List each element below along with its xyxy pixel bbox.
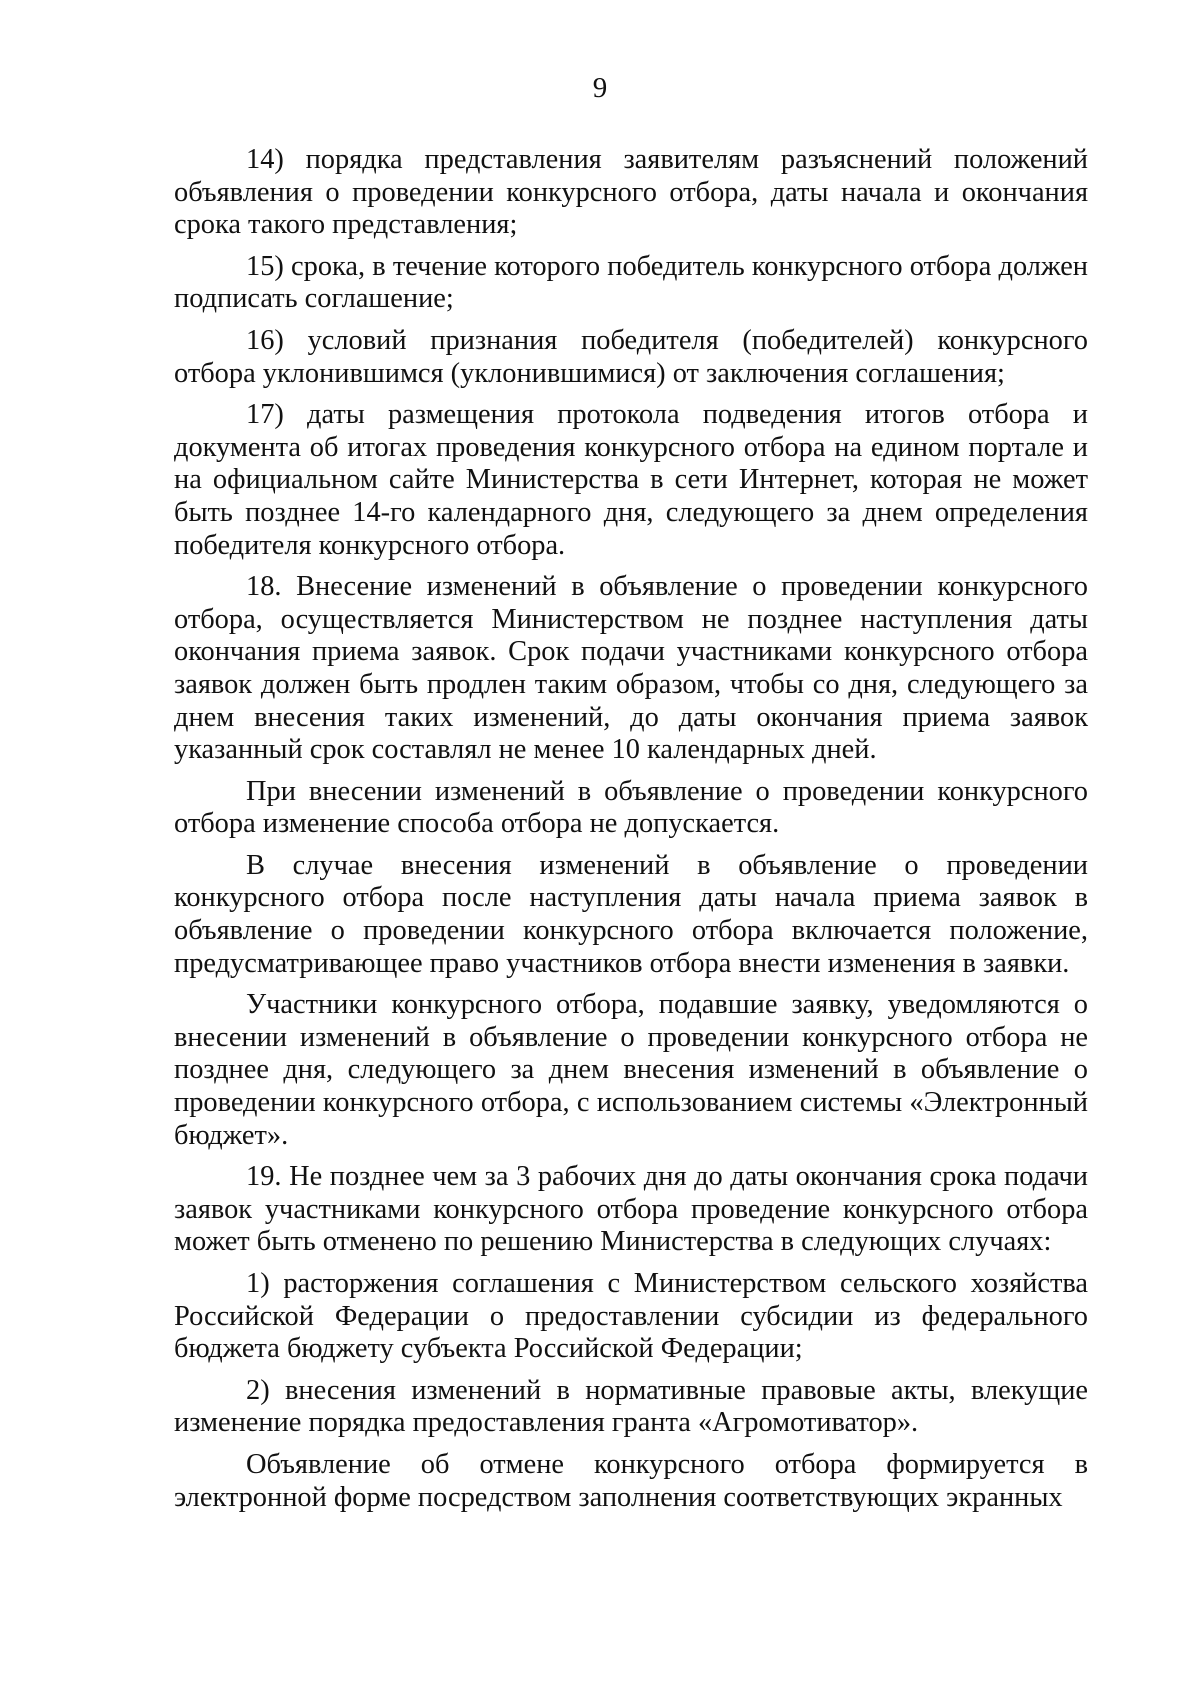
page-number: 9 (592, 72, 608, 104)
paragraph-item-17: 17) даты размещения протокола подведения итогов отбора и документа об итогах проведения конкурсного отбора на едином портале и на официальном сайте Министерства в сети Интернет, которая не может быть позднее 14-го календарного дня, следующего за днем определения победителя конкурсного отбора. (174, 399, 1088, 561)
paragraph-subitem-2: 2) внесения изменений в нормативные правовые акты, влекущие изменение порядка предоставления гранта «Агромотиватор». (174, 1374, 1088, 1439)
paragraph-method-change: При внесении изменений в объявление о проведении конкурсного отбора изменение способа отбора не допускается. (174, 775, 1088, 840)
paragraph-participant-notification: Участники конкурсного отбора, подавшие заявку, уведомляются о внесении изменений в объявление о проведении конкурсного отбора не позднее дня, следующего за днем внесения изменений в объявление о проведении конкурсного отбора, с использованием системы «Электронный бюджет». (174, 989, 1088, 1151)
paragraph-cancellation-notice: Объявление об отмене конкурсного отбора формируется в электронной форме посредством заполнения соответствующих экранных (174, 1448, 1088, 1513)
paragraph-subitem-1: 1) расторжения соглашения с Министерством сельского хозяйства Российской Федерации о предоставлении субсидии из федерального бюджета бюджету субъекта Российской Федерации; (174, 1268, 1088, 1365)
document-body (174, 144, 1088, 1523)
paragraph-clause-18: 18. Внесение изменений в объявление о проведении конкурсного отбора, осуществляется Министерством не позднее наступления даты окончания приема заявок. Срок подачи участниками конкурсного отбора заявок должен быть продлен таким образом, чтобы со дня, следующего за днем внесения таких изменений, до даты окончания приема заявок указанный срок составлял не менее 10 календарных дней. (174, 571, 1088, 766)
paragraph-item-14: 14) порядка представления заявителям разъяснений положений объявления о проведении конкурсного отбора, даты начала и окончания срока такого представления; (174, 144, 1088, 241)
paragraph-item-15: 15) срока, в течение которого победитель конкурсного отбора должен подписать соглашение; (174, 250, 1088, 315)
paragraph-item-16: 16) условий признания победителя (победителей) конкурсного отбора уклонившимся (уклонившимися) от заключения соглашения; (174, 324, 1088, 389)
paragraph-application-changes: В случае внесения изменений в объявление о проведении конкурсного отбора после наступления даты начала приема заявок в объявление о проведении конкурсного отбора включается положение, предусматривающее право участников отбора внести изменения в заявки. (174, 849, 1088, 979)
paragraph-clause-19: 19. Не позднее чем за 3 рабочих дня до даты окончания срока подачи заявок участниками конкурсного отбора проведение конкурсного отбора может быть отменено по решению Министерства в следующих случаях: (174, 1161, 1088, 1258)
